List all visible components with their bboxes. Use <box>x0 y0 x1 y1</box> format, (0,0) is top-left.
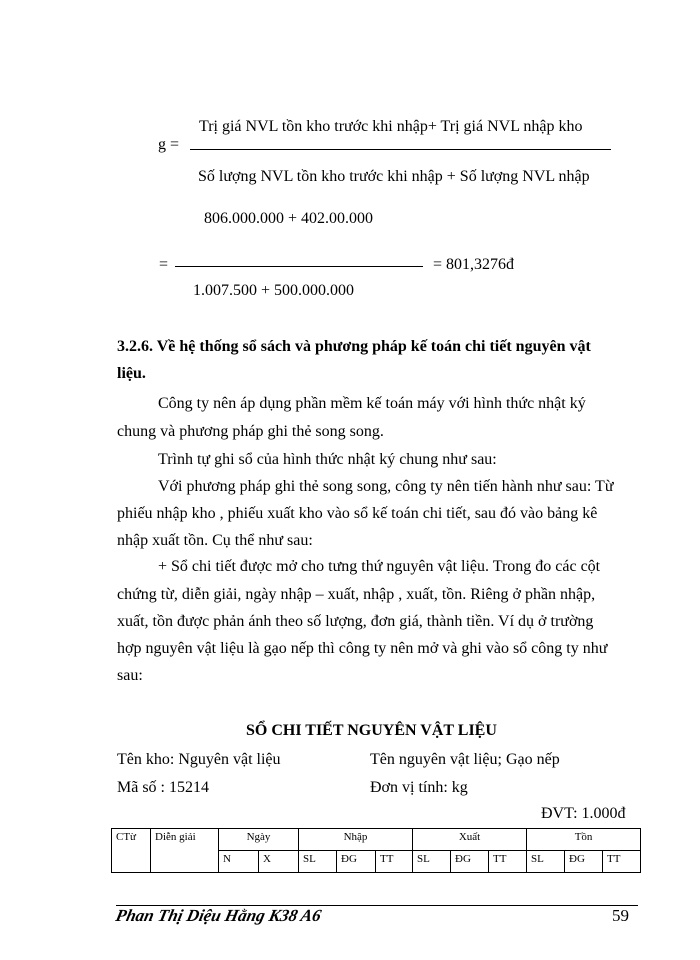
subheader-ton-sl: SL <box>527 851 565 873</box>
subheader-nhap-dg: ĐG <box>337 851 376 873</box>
paragraph-line: chung và phương pháp ghi thẻ song song. <box>117 423 384 440</box>
paragraph-line: Với phương pháp ghi thẻ song song, công ty nên tiến hành như sau: Từ <box>158 478 614 495</box>
subheader-x: X <box>259 851 299 873</box>
paragraph-line: sau: <box>117 667 143 684</box>
ledger-warehouse: Tên kho: Nguyên vật liệu <box>117 751 281 768</box>
header-ctu: CTừ <box>112 829 151 873</box>
ledger-unit: Đơn vị tính: kg <box>370 779 468 796</box>
section-heading: 3.2.6. Về hệ thống sổ sách và phương pháp kế toán chi tiết nguyên vật <box>117 338 591 355</box>
footer-author: Phan Thị Diệu Hằng K38 A6 <box>114 906 323 925</box>
paragraph-line: + Sổ chi tiết được mở cho tưng thứ nguyên vật liệu. Trong đo các cột <box>158 558 601 575</box>
calc-fraction-bar <box>175 266 423 267</box>
section-heading-cont: liệu. <box>117 365 146 382</box>
formula-lhs: g = <box>158 136 180 153</box>
paragraph-line: Trình tự ghi sổ của hình thức nhật ký chung như sau: <box>158 451 497 468</box>
header-ton: Tồn <box>527 829 641 851</box>
subheader-xuat-dg: ĐG <box>451 851 489 873</box>
ledger-title: SỔ CHI TIẾT NGUYÊN VẬT LIỆU <box>246 722 497 739</box>
ledger-header-row <box>112 829 641 851</box>
paragraph-line: phiếu nhập kho , phiếu xuất kho vào sổ kế toán chi tiết, sau đó vào bảng kê <box>117 505 598 522</box>
paragraph-line: chứng từ, diễn giải, ngày nhập – xuất, nhập , xuất, tồn. Riêng ở phần nhập, <box>117 586 596 603</box>
page-number: 59 <box>612 906 629 925</box>
header-ngay: Ngày <box>219 829 299 851</box>
subheader-ton-tt: TT <box>603 851 641 873</box>
subheader-ton-dg: ĐG <box>565 851 603 873</box>
header-dien-giai: Diễn giải <box>151 829 219 873</box>
formula-numerator: Trị giá NVL tồn kho trước khi nhập+ Trị giá NVL nhập kho <box>199 118 583 135</box>
paragraph-line: nhập xuất tồn. Cụ thể như sau: <box>117 532 313 549</box>
ledger-table <box>111 828 641 873</box>
paragraph-line: hợp nguyên vật liệu là gạo nếp thì công ty nên mở và ghi vào sổ công ty như <box>117 640 608 657</box>
calc-numerator: 806.000.000 + 402.00.000 <box>204 210 374 227</box>
header-nhap: Nhập <box>299 829 413 851</box>
ledger-code: Mã số : 15214 <box>117 779 209 796</box>
subheader-n: N <box>219 851 259 873</box>
fraction-bar <box>190 149 611 150</box>
formula-denominator: Số lượng NVL tồn kho trước khi nhập + Số lượng NVL nhập <box>198 168 590 185</box>
ledger-material: Tên nguyên vật liệu; Gạo nếp <box>370 751 560 768</box>
calc-equals: = <box>159 256 169 273</box>
subheader-xuat-sl: SL <box>413 851 451 873</box>
header-xuat: Xuất <box>413 829 527 851</box>
ledger-dvt: ĐVT: 1.000đ <box>541 805 626 822</box>
subheader-nhap-tt: TT <box>376 851 413 873</box>
paragraph-line: Công ty nên áp dụng phần mềm kế toán máy với hình thức nhật ký <box>158 395 586 412</box>
subheader-nhap-sl: SL <box>299 851 337 873</box>
paragraph-line: xuất, tồn được phản ánh theo số lượng, đơn giá, thành tiền. Ví dụ ở trường <box>117 613 594 630</box>
calc-result: = 801,3276đ <box>433 256 515 273</box>
subheader-xuat-tt: TT <box>489 851 527 873</box>
calc-denominator: 1.007.500 + 500.000.000 <box>193 282 355 299</box>
